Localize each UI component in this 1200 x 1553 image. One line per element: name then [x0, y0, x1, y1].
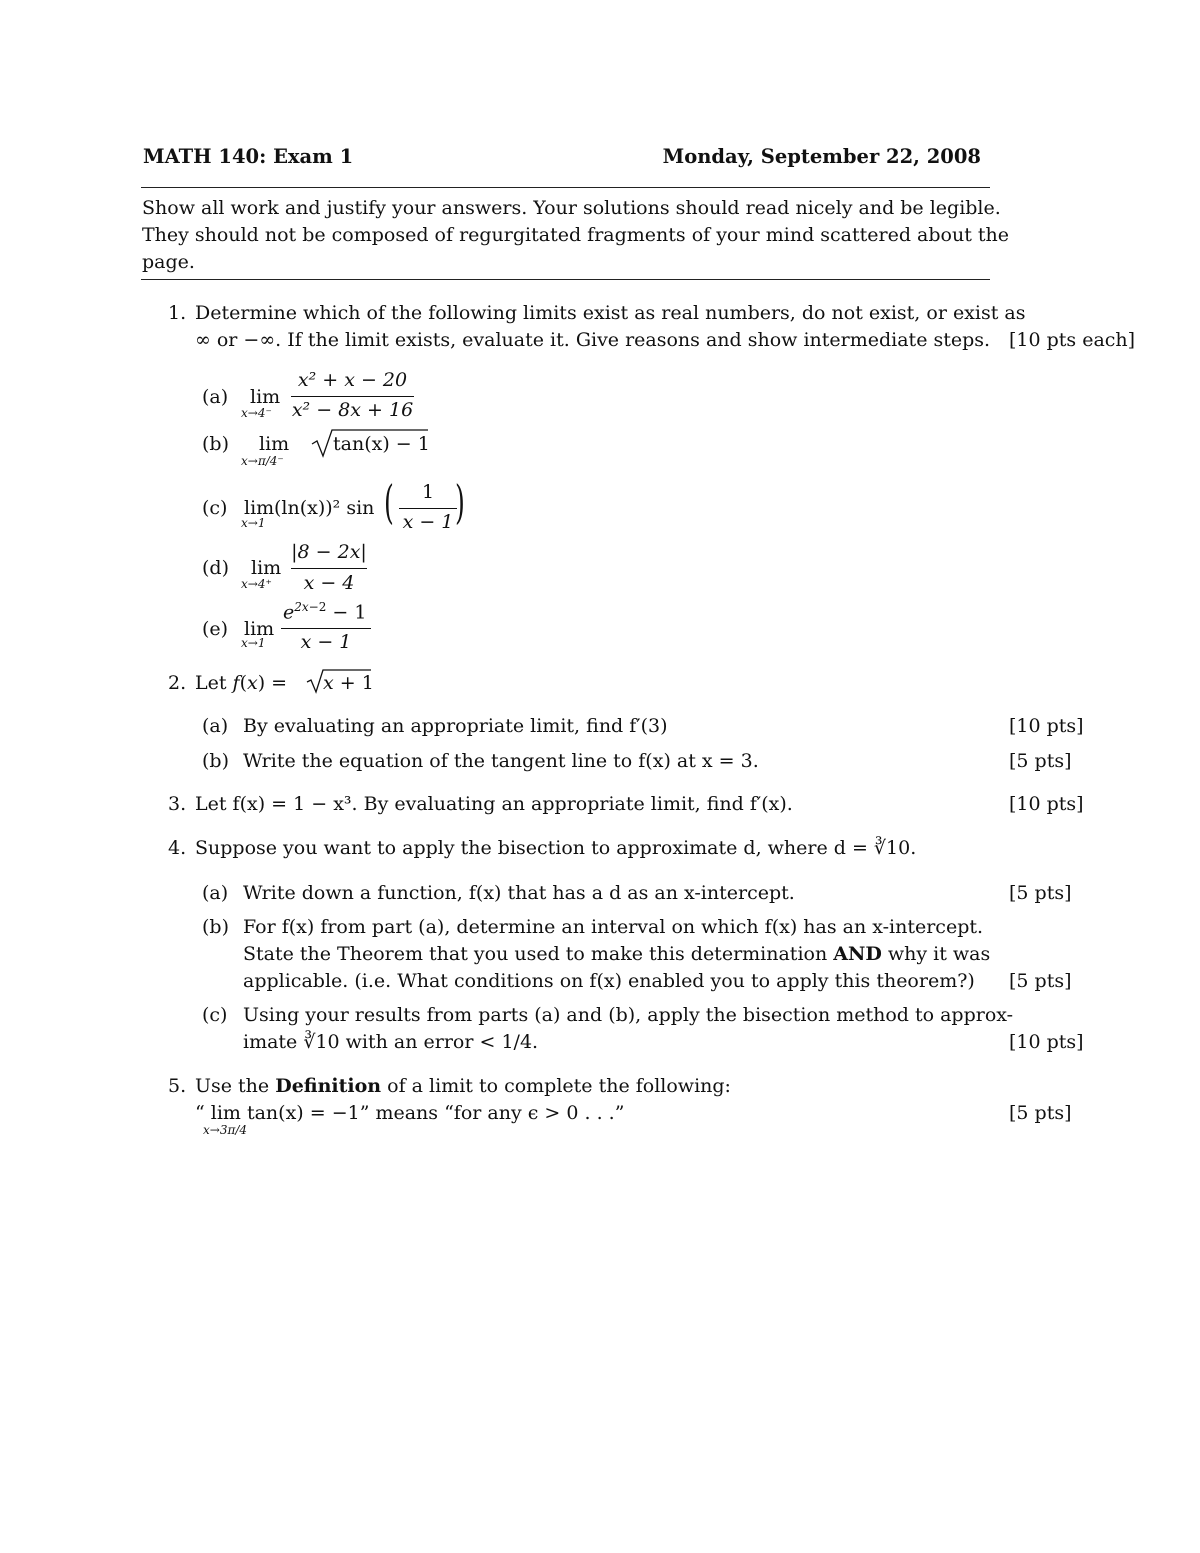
fraction-bar	[399, 508, 457, 509]
part-label: (e)	[202, 618, 229, 640]
course-exam-title: MATH 140: Exam 1	[143, 145, 354, 168]
points-label: [10 pts]	[1009, 793, 1084, 815]
part-label: (c)	[202, 497, 228, 519]
question-text: Use the Definition of a limit to complete the following:	[195, 1075, 731, 1097]
denominator: x − 1	[402, 511, 454, 533]
lim-subscript: x→4⁻	[241, 406, 272, 420]
points-label: [5 pts]	[1009, 1102, 1072, 1124]
question-text: Determine which of the following limits exist as real numbers, do not exist, or exist as	[195, 302, 1026, 324]
lim-operator: lim	[250, 386, 281, 408]
denominator: x − 4	[303, 572, 355, 594]
denominator: x − 1	[300, 631, 352, 653]
points-label: [10 pts]	[1009, 1031, 1084, 1053]
fraction-bar	[281, 628, 371, 629]
part-text: Using your results from parts (a) and (b), apply the bisection method to approx-	[243, 1004, 1014, 1026]
question-number: 2.	[168, 672, 187, 694]
part-text: By evaluating an appropriate limit, find f′(3)	[243, 715, 668, 737]
part-text: Write the equation of the tangent line to f(x) at x = 3.	[243, 750, 759, 772]
instructions-line: Show all work and justify your answers. Your solutions should read nicely and be legible.	[142, 197, 1001, 219]
fraction-bar	[291, 568, 367, 569]
instructions-line: page.	[142, 251, 195, 273]
exam-date: Monday, September 22, 2008	[662, 145, 981, 168]
points-label: [5 pts]	[1009, 750, 1072, 772]
lim-subscript: x→4⁺	[241, 577, 272, 591]
part-label: (a)	[202, 715, 229, 737]
part-label: (b)	[202, 433, 229, 455]
part-label: (a)	[202, 386, 229, 408]
bottom-rule	[141, 279, 990, 280]
question-number: 3.	[168, 793, 187, 815]
part-text: For f(x) from part (a), determine an interval on which f(x) has an x-intercept.	[243, 916, 984, 938]
question-number: 1.	[168, 302, 187, 324]
points-label: [5 pts]	[1009, 970, 1072, 992]
numerator: |8 − 2x|	[291, 541, 367, 563]
question-text: Let f(x) = 1 − x³. By evaluating an appropriate limit, find f′(x).	[195, 793, 793, 815]
question-text: “ lim tan(x) = −1” means “for any ϵ > 0 . . .”	[195, 1102, 625, 1124]
lim-operator: lim	[244, 497, 275, 519]
exam-header	[143, 145, 989, 171]
lim-subscript: x→1	[241, 636, 266, 650]
question-text: ∞ or −∞. If the limit exists, evaluate it. Give reasons and show intermediate steps.	[195, 329, 991, 351]
question-text: Let f(x) =	[195, 672, 288, 694]
question-number: 5.	[168, 1075, 187, 1097]
part-text: imate ∛10 with an error < 1/4.	[243, 1031, 539, 1053]
expression: (ln(x))² sin	[274, 497, 375, 519]
part-label: (d)	[202, 557, 229, 579]
points-label: [5 pts]	[1009, 882, 1072, 904]
lim-subscript: x→1	[241, 516, 266, 530]
emphasis-and: AND	[833, 943, 882, 965]
lim-operator: lim	[244, 618, 275, 640]
emphasis-definition: Definition	[275, 1075, 382, 1097]
question-number: 4.	[168, 837, 187, 859]
question-text: Suppose you want to apply the bisection to approximate d, where d = ∛10.	[195, 837, 917, 859]
left-paren: (	[384, 475, 394, 529]
lim-operator: lim	[251, 557, 282, 579]
points-label: [10 pts]	[1009, 715, 1084, 737]
part-label: (c)	[202, 1004, 228, 1026]
denominator: x² − 8x + 16	[291, 399, 414, 421]
numerator: 1	[421, 481, 435, 503]
part-label: (b)	[202, 750, 229, 772]
part-text: State the Theorem that you used to make this determination AND why it was	[243, 943, 991, 965]
numerator: $e^{2x-2} - 1$	[283, 600, 367, 624]
points-label: [10 pts each]	[1009, 329, 1136, 351]
instructions	[142, 195, 1009, 276]
fraction-bar	[291, 396, 414, 397]
part-text: Write down a function, f(x) that has a d as an x-intercept.	[243, 882, 795, 904]
radicand: x + 1	[323, 672, 374, 694]
lim-subscript: x→3π/4	[203, 1123, 248, 1137]
part-label: (b)	[202, 916, 229, 938]
top-rule	[141, 187, 990, 188]
numerator: x² + x − 20	[297, 369, 408, 391]
instructions-line: They should not be composed of regurgitated fragments of your mind scattered about the	[142, 224, 1009, 246]
part-text: applicable. (i.e. What conditions on f(x) enabled you to apply this theorem?)	[243, 970, 975, 992]
part-label: (a)	[202, 882, 229, 904]
lim-operator: lim	[259, 433, 290, 455]
radicand: tan(x) − 1	[333, 433, 430, 455]
right-paren: )	[455, 475, 465, 529]
lim-subscript: x→π/4⁻	[241, 454, 284, 468]
